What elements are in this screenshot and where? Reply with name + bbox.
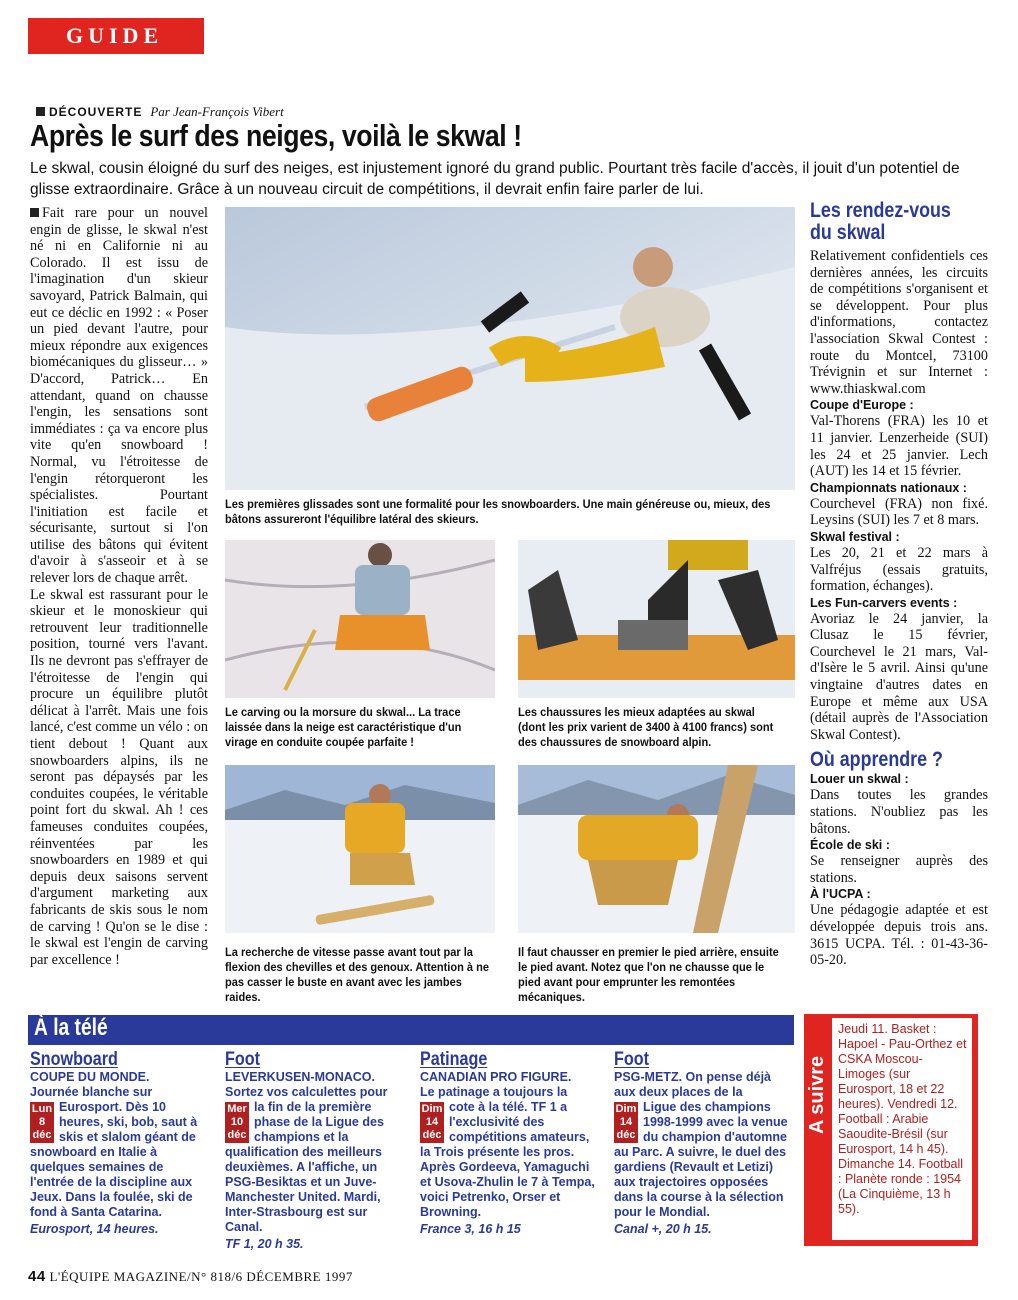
a-suivre-box	[804, 1014, 978, 1246]
photo-bindings	[518, 765, 795, 933]
tv-column-pre: Sortez vos calculettes pour	[225, 1085, 388, 1099]
fun-label: Les Fun-carvers events :	[810, 595, 958, 610]
tv-column-text: Eurosport. Dès 10 heures, ski, bob, saut à skis et slalom géant de snowboard en Italie à quelques semaines de l'entrée de la discipline aux Jeux. Dans la foulée, ski de fond à Santa Catarina.	[30, 1100, 198, 1219]
page-footer	[28, 1268, 353, 1285]
caption-boots: Les chaussures les mieux adaptées au skwal (dont les prix varient de 3400 à 4100 francs) sont des chaussures de snowboard alpin.	[518, 705, 774, 749]
caption-speed: La recherche de vitesse passe avant tout par la flexion des chevilles et des genoux. Attention à ne pas casser le buste en avant avec les jambes raides.	[225, 945, 490, 1004]
date-badge: Dim 14 déc	[615, 1103, 637, 1141]
date-badge: Dim 14 déc	[421, 1103, 443, 1141]
photo-speed	[225, 765, 495, 933]
publication-info: L'ÉQUIPE MAGAZINE/N° 818/6 DÉCEMBRE 1997	[49, 1269, 353, 1284]
sidebar-rendezvous	[810, 200, 988, 969]
ucpa-label: À l'UCPA :	[810, 887, 871, 902]
sidebar-intro: Relativement confidentiels ces dernières années, les circuits de compétitions s'organisent et se développent. Pour plus d'informations, contactez l'association Skwal Contest : route du Montcel, 73100 Trévignin et sur Internet : www.thiaskwal.com	[810, 248, 988, 397]
bullet-square-icon	[30, 208, 39, 217]
sidebar-title-line2: du skwal	[810, 221, 886, 244]
photo-boots	[518, 540, 795, 698]
ecole-label: École de ski :	[810, 838, 890, 853]
rubric: DÉCOUVERTE	[49, 105, 143, 119]
tv-column-text: Ligue des champions 1998-1999 avec la venue du champion d'automne au Parc. A suivre, le duel des gardiens (Revault et Letizi) aux trajectoires opposées dans la course à la sélection pour le Mondial.	[614, 1100, 788, 1219]
tv-column-foot-2	[614, 1050, 794, 1237]
body-paragraph: Le skwal est rassurant pour le skieur et le monoskieur qui retrouvent leur traditionnelle position, tourné vers l'avant. Ils ne devront pas s'effrayer de l'étroitesse de l'engin qui procure un équilibre plutôt délicat à l'arrêt. Mais une fois lancé, c'est comme un vélo : on tient debout ! Quant aux snowboarders alpins, ils ne seront pas dépaysés par les conduites coupées, le véritable point fort du skwal. Ah ! ces fameuses conduites coupées, réinventées par les snowboarders en 1989 et qui depuis deux saisons servent d'argument marketing aux fabricants de skis sous le nom de carving ! Qu'on se le dise : le skwal est l'engin de carving par excellence !	[30, 586, 208, 968]
caption-bindings: Il faut chausser en premier le pied arrière, ensuite le pied avant. Notez que l'on ne chausse que le pied avant pour emprunter les remontées mécaniques.	[518, 945, 779, 1004]
tv-title: À la télé	[34, 1014, 108, 1041]
tv-column-source: Canal +, 20 h 15.	[614, 1222, 712, 1236]
coupe-text: Val-Thorens (FRA) les 10 et 11 janvier. Lenzerheide (SUI) les 24 et 25 janvier. Lech (AUT) les 14 et 15 février.	[810, 413, 988, 480]
sidebar-title: Les rendez-vous	[810, 199, 951, 222]
section-tab-label: GUIDE	[66, 23, 164, 48]
date-badge: Lun 8 déc	[31, 1103, 53, 1141]
champ-label: Championnats nationaux :	[810, 480, 967, 495]
louer-text: Dans toutes les grandes stations. N'oubliez pas les bâtons.	[810, 787, 988, 837]
festival-text: Les 20, 21 et 22 mars à Valfréjus (essais gratuits, formation, échanges).	[810, 544, 988, 595]
photo-main	[225, 207, 795, 490]
tv-column-snowboard	[30, 1050, 210, 1237]
tv-column-head: Foot	[614, 1049, 649, 1070]
tv-column-foot-1	[225, 1050, 405, 1252]
festival-label: Skwal festival :	[810, 529, 900, 544]
lede: Le skwal, cousin éloigné du surf des neiges, est injustement ignoré du grand public. Pourtant très facile d'accès, il jouit d'un potentiel de glisse extraordinaire. Grâce à un nouveau circuit de compétitions, il devrait enfin faire parler de lui.	[30, 160, 960, 198]
tv-column-sub: PSG-METZ. On pense déjà aux deux places de la	[614, 1070, 771, 1099]
ecole-text: Se renseigner auprès des stations.	[810, 853, 988, 886]
tv-column-source: France 3, 16 h 15	[420, 1222, 521, 1236]
tv-column-sub: LEVERKUSEN-MONACO.	[225, 1070, 376, 1084]
tv-column-pre: Journée blanche sur	[30, 1085, 153, 1099]
a-suivre-text: Jeudi 11. Basket : Hapoel - Pau-Orthez et CSKA Moscou-Limoges (sur Eurosport, 18 et 22 heures). Vendredi 12. Football : Arabie Saoudite-Brésil (sur Eurosport, 14 h 45). Dimanche 14. Football : Planète ronde : 1954 (La Cinquième, 13 h 55).	[838, 1022, 967, 1216]
tv-column-text: cote à la télé. TF 1 a l'exclusivité des compétitions amateurs, la Trois présente les pros. Après Gordeeva, Yamaguchi et Usova-Zhulin le 7 à Tempa, voici Petrenko, Orser et Browning.	[420, 1100, 595, 1219]
date-badge: Mer 10 déc	[225, 1102, 249, 1143]
photo-carving	[225, 540, 495, 698]
tv-column-patinage	[420, 1050, 600, 1237]
bullet-square-icon	[36, 107, 45, 116]
fun-text: Avoriaz le 24 janvier, la Clusaz le 15 février, Courchevel le 21 mars, Val-d'Isère le 5 avril. Ainsi qu'une vingtaine d'autres dates en Europe et même aux USA (détail auprès de l'Association Skwal Contest).	[810, 610, 988, 743]
tv-column-text: la fin de la première phase de la Ligue des champions et la qualification des meilleurs deuxièmes. A l'affiche, un PSG-Besiktas et un Juve-Manchester United. Mardi, Inter-Strasbourg est sur Canal.	[225, 1100, 384, 1234]
tv-column-head: Patinage	[420, 1049, 488, 1070]
article-body	[30, 205, 208, 968]
a-suivre-panel	[832, 1018, 972, 1240]
tv-band	[28, 1015, 794, 1045]
ucpa-text: Une pédagogie adaptée et est développée depuis trois ans. 3615 UCPA. Tél. : 01-43-36-05-20.	[810, 902, 988, 969]
champ-text: Courchevel (FRA) non fixé. Leysins (SUI) les 7 et 8 mars.	[810, 495, 988, 529]
tv-column-pre: Le patinage a toujours la	[420, 1085, 568, 1099]
byline: Par Jean-François Vibert	[150, 104, 284, 119]
learn-title: Où apprendre ?	[810, 748, 943, 772]
tv-column-sub: COUPE DU MONDE.	[30, 1070, 150, 1084]
tv-column-head: Snowboard	[30, 1049, 118, 1070]
tv-column-source: TF 1, 20 h 35.	[225, 1237, 304, 1251]
a-suivre-label: A suivre	[806, 1055, 828, 1134]
coupe-label: Coupe d'Europe :	[810, 398, 914, 413]
section-tab	[28, 18, 204, 54]
headline: Après le surf des neiges, voilà le skwal !	[30, 118, 522, 153]
caption-carving: Le carving ou la morsure du skwal... La trace laissée dans la neige est caractéristique d'un virage en conduite coupée parfaite !	[225, 705, 462, 749]
tv-column-source: Eurosport, 14 heures.	[30, 1222, 159, 1236]
louer-label: Louer un skwal :	[810, 772, 909, 787]
page-number: 44	[28, 1268, 46, 1285]
caption-main: Les premières glissades sont une formalité pour les snowboarders. Une main généreuse ou, mieux, des bâtons assureront l'équilibre latéral des skieurs.	[225, 497, 771, 526]
tv-column-head: Foot	[225, 1049, 260, 1070]
body-paragraph: Fait rare pour un nouvel engin de glisse, le skwal n'est né ni en Californie ni au Colorado. Il est issu de l'imagination d'un skieur savoyard, Patrick Balmain, qui eut ce déclic en 1992 : « Poser un pied devant l'autre, pour mieux répondre aux exigences biomécaniques du glisseur… » D'accord, Patrick… En attendant, quand on chausse l'engin, les sensations sont immédiates : ça va encore plus vite qu'en snowboard ! Normal, vu l'étroitesse de l'engin rétorqueront les spécialistes. Pourtant l'initiation est facile et sécurisante, surtout si l'on utilise des bâtons qui évitent d'avoir à s'asseoir et à se relever lors de chaque arrêt.	[30, 205, 208, 587]
tv-column-sub: CANADIAN PRO FIGURE.	[420, 1070, 572, 1084]
